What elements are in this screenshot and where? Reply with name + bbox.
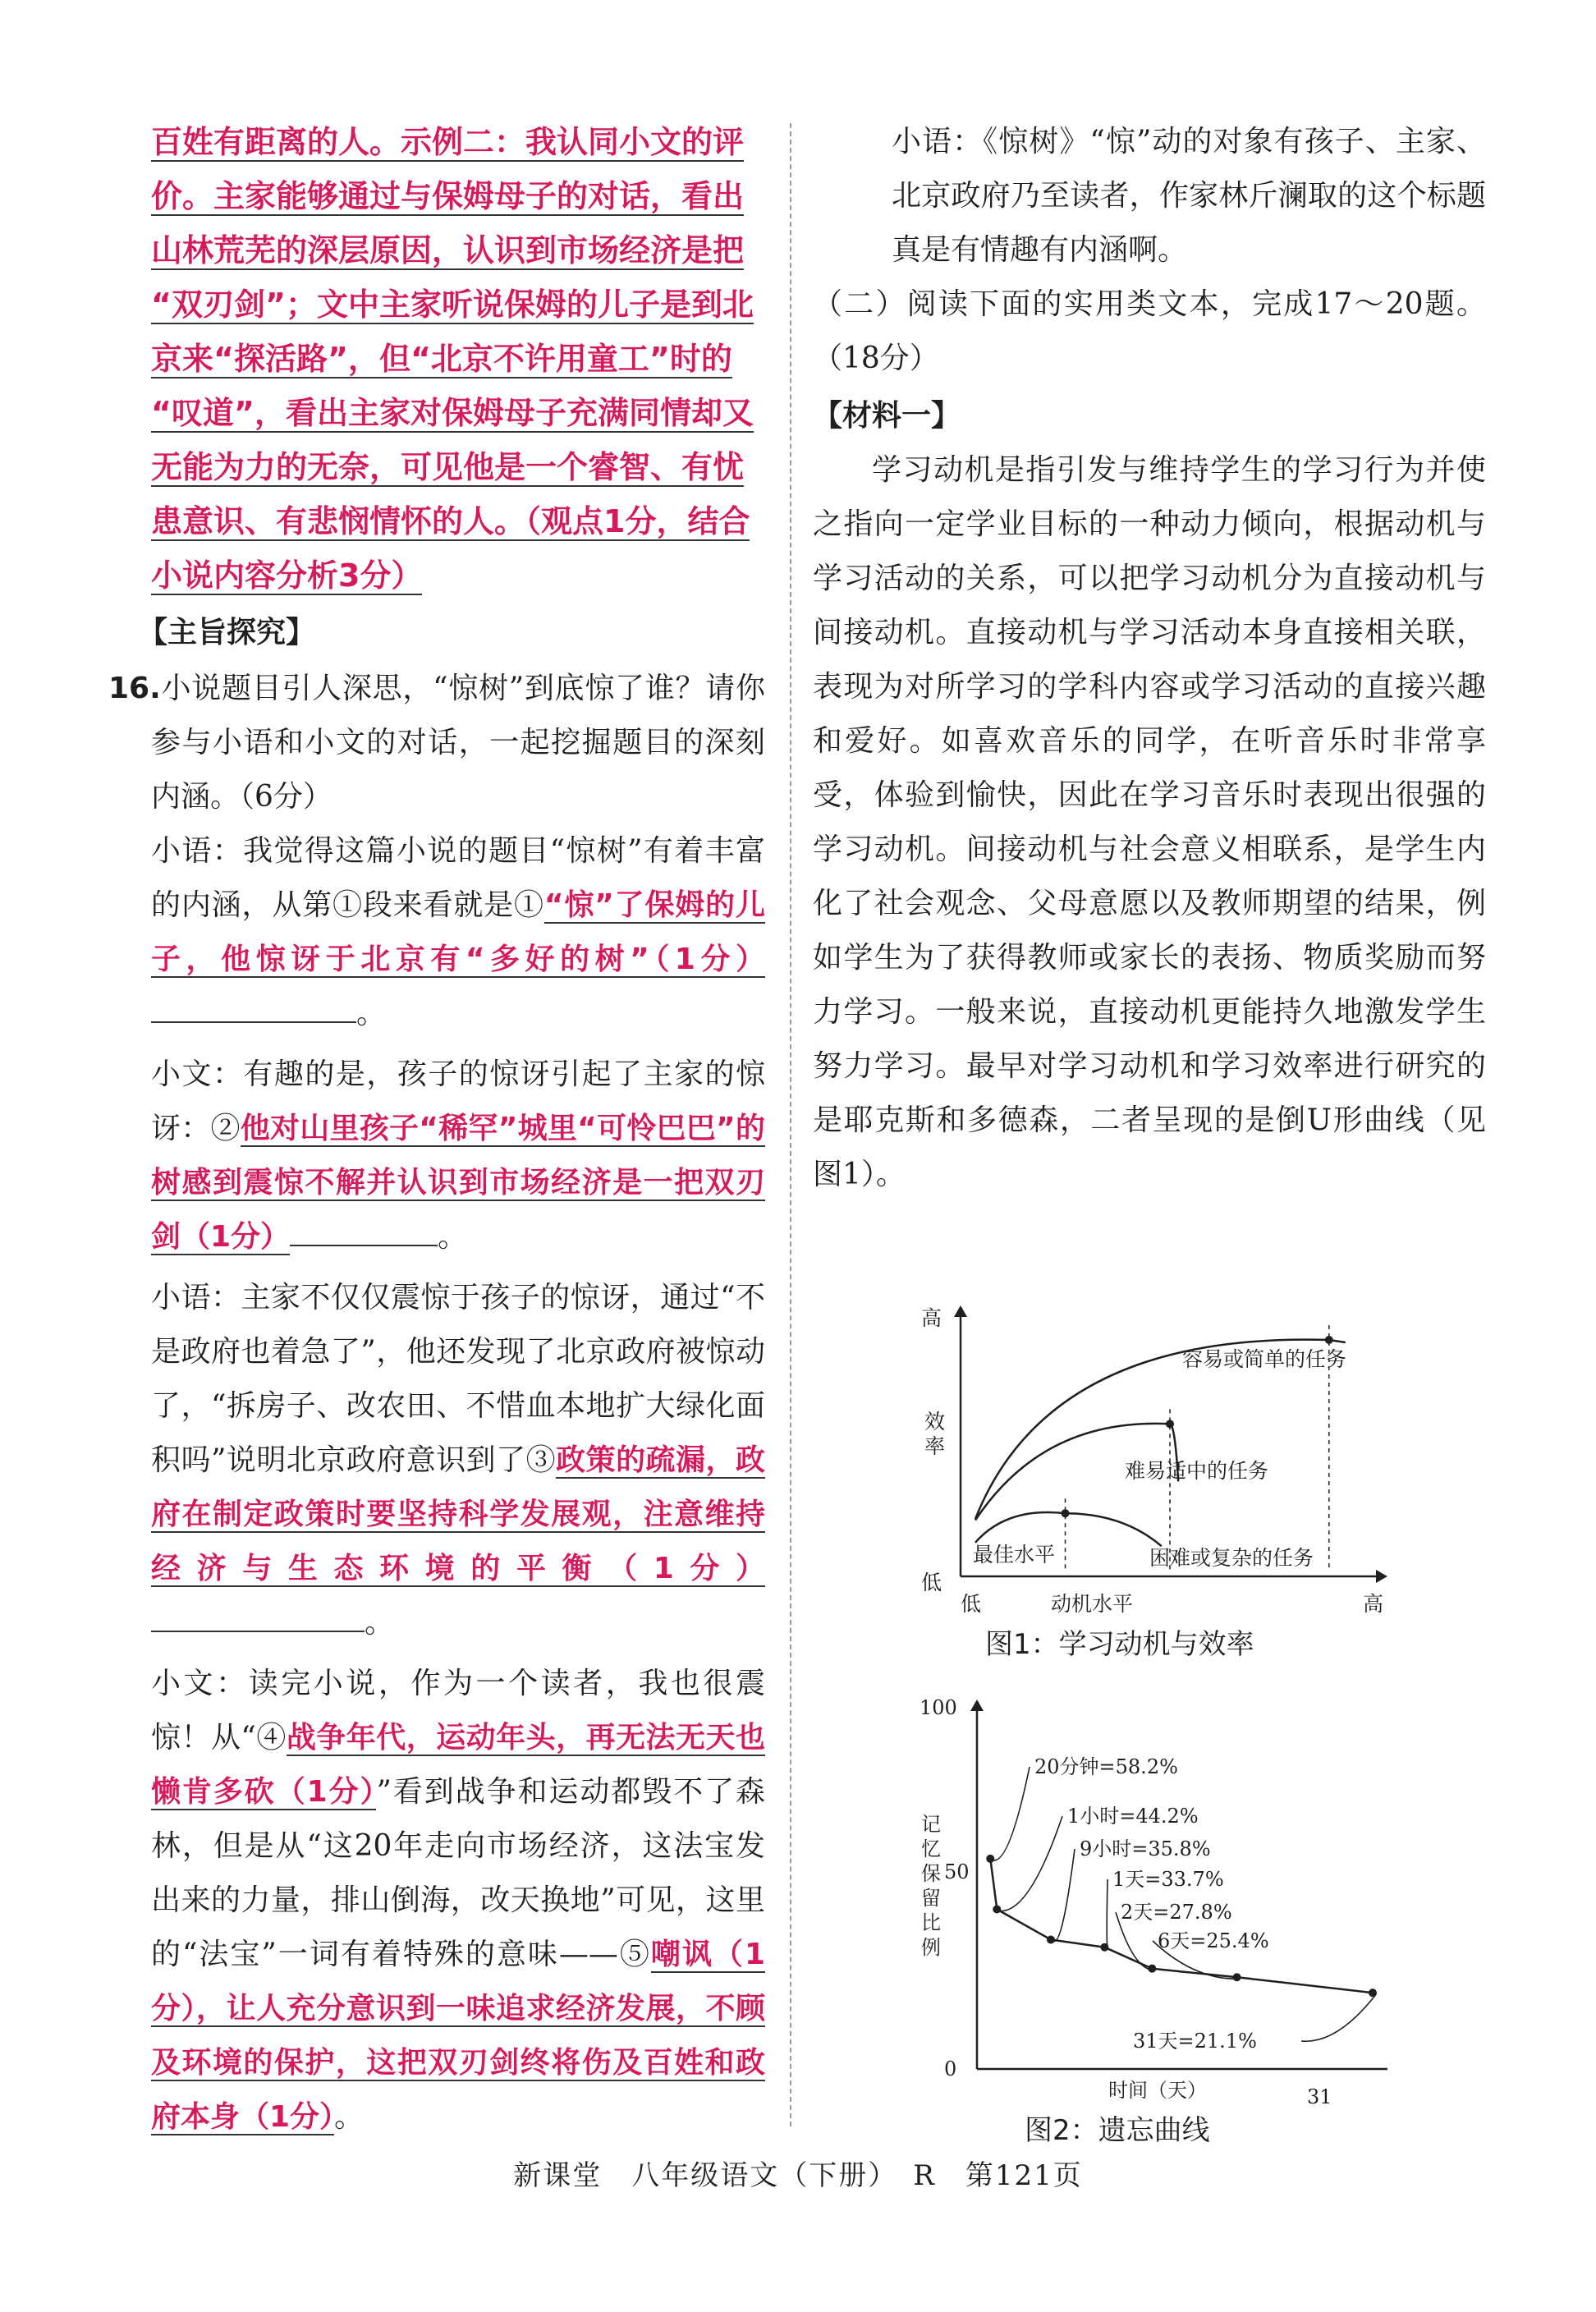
answer-15-line-text: 小说内容分析3分） (151, 557, 423, 594)
efficiency-curve (975, 1512, 1162, 1546)
answer-15-line-text: 百姓有距离的人。示例二：我认同小文的评 (151, 124, 745, 160)
y-axis-label: 记忆保留比例 (921, 1813, 941, 1959)
dialog-2 (151, 1048, 765, 1264)
peak-point (1325, 1336, 1333, 1344)
figure-2-curve (986, 1755, 1377, 2053)
question-16 (108, 662, 765, 824)
x-tick-31: 31 (1307, 2085, 1332, 2108)
data-point (1148, 1965, 1156, 1973)
point-label: 20分钟=58.2% (1034, 1755, 1178, 1778)
label-arrow (1054, 1849, 1075, 1942)
data-point (993, 1906, 1001, 1914)
x-axis-label: 时间（天） (1108, 2079, 1207, 2102)
dialog-1 (151, 824, 765, 1041)
figure-1-curves (975, 1325, 1346, 1570)
point-label: 2天=27.8% (1121, 1901, 1232, 1924)
y-tick-low: 低 (921, 1571, 942, 1594)
column-divider (790, 123, 791, 2126)
dialog-3 (151, 1271, 765, 1650)
y-axis-arrow (970, 1700, 984, 1711)
period: 。 (438, 1220, 468, 1254)
label-arrow (993, 1767, 1030, 1860)
dialog-2-text: 小文：有趣的是，孩子的惊讶引起了主家的惊讶：② (151, 1057, 765, 1145)
answer-blank-5: 嘲讽（1分），让人充分意识到一味追求经济发展，不顾及环境的保护，这把双刃剑终将伤及百姓和政府本身（1分） (151, 1938, 765, 2134)
label-arrow (1000, 1816, 1062, 1911)
answer-15-line (151, 494, 765, 548)
section-heading-theme: 【主旨探究】 (138, 616, 316, 649)
answer-15-line (151, 332, 765, 386)
question-stem: 小说题目引人深思，“惊树”到底惊了谁？请你参与小语和小文的对话，一起挖掘题目的深刻内涵。（6分） (151, 672, 765, 814)
y-tick-100: 100 (920, 1696, 957, 1719)
figure-1-chart (911, 1305, 1404, 1667)
data-point (986, 1855, 994, 1863)
figure-1-caption: 图1：学习动机与效率 (985, 1628, 1254, 1661)
period: 。 (356, 997, 387, 1030)
material-text: 学习动机是指引发与维持学生的学习行为并使之指向一定学业目标的一种动力倾向，根据动机与学习活动的关系，可以把学习动机分为直接动机与间接动机。直接动机与学习活动本身直接相关联，表现为对所学习的学科内容或学习活动的直接兴趣和爱好。如喜欢音乐的同学，在听音乐时非常享受，体验到愉快，因此在学习音乐时表现出很强的学习动机。间接动机与社会意义相联系，是学生内化了社会观念、父母意愿以及教师期望的结果，例如学生为了获得教师或家长的表扬、物质奖励而努力学习。一般来说，直接动机更能持久地激发学生努力学习。最早对学习动机和学习效率进行研究的是耶克斯和多德森，二者呈现的是倒U形曲线（见图1）。 (813, 453, 1486, 1191)
point-label: 1小时=44.2% (1067, 1805, 1199, 1828)
y-tick-0: 0 (944, 2057, 957, 2080)
y-tick-high: 高 (921, 1306, 942, 1330)
answer-blank-3: 政策的疏漏，政府在制定政策时要坚持科学发展观，注意维持经济与生态环境的平衡（1分） (151, 1443, 765, 1585)
blank-line (151, 989, 356, 1023)
figure-2-chart (911, 1691, 1420, 2151)
peak-point (1166, 1420, 1174, 1428)
blank-line (151, 1598, 365, 1632)
series-label: 困难或复杂的任务 (1149, 1546, 1314, 1570)
point-label: 1天=33.7% (1112, 1868, 1224, 1891)
left-column (108, 115, 765, 2145)
optimal-level-annotation: 最佳水平 (973, 1543, 1056, 1567)
answer-15-line (151, 223, 765, 278)
data-point (1047, 1935, 1055, 1943)
label-arrow (1301, 1994, 1376, 2041)
point-label: 31天=21.1% (1133, 2030, 1257, 2053)
series-label: 容易或简单的任务 (1182, 1347, 1347, 1371)
answer-15-line (151, 548, 765, 603)
answer-15-line-text: “叹道”，看出主家对保姆母子充满同情却又 (151, 395, 754, 431)
series-label: 难易适中的任务 (1125, 1459, 1269, 1483)
y-axis-label: 效率 (924, 1410, 946, 1458)
x-axis-arrow (1376, 1570, 1387, 1583)
answer-15-line (151, 386, 765, 440)
material-heading: 【材料一】 (813, 399, 961, 433)
blank-line (290, 1212, 438, 1246)
x-tick-low: 低 (961, 1592, 982, 1616)
peak-point (1062, 1509, 1070, 1517)
period: 。 (365, 1606, 395, 1640)
answer-15-line-text: “双刃剑”；文中主家听说保姆的儿子是到北 (151, 287, 754, 323)
question-number: 16. (108, 672, 161, 705)
answer-15-line-text: 无能为力的无奈，可见他是一个睿智、有忧 (151, 449, 745, 485)
answer-15-tail (151, 115, 765, 603)
answer-blank-2: 他对山里孩子“稀罕”城里“可怜巴巴”的树感到震惊不解并认识到市场经济是一把双刃剑（1分） (151, 1112, 765, 1254)
figure-2-caption: 图2：遗忘曲线 (1025, 2114, 1210, 2147)
section-intro: （二）阅读下面的实用类文本，完成17～20题。（18分） (813, 287, 1486, 375)
answer-15-line (151, 115, 765, 169)
answer-blank-4: 战争年代，运动年头，再无法无天也懒肯多砍（1分） (151, 1721, 765, 1809)
dialog-4 (151, 1657, 765, 2145)
answer-15-line-text: 患意识、有悲悯情怀的人。（观点1分，结合 (151, 503, 750, 539)
answer-15-line (151, 278, 765, 332)
answer-15-line (151, 440, 765, 494)
page-footer: 新课堂 八年级语文（下册） R 第121页 (513, 2159, 1083, 2192)
answer-15-line (151, 169, 765, 223)
label-arrow (1107, 1879, 1108, 1949)
period: 。 (334, 2100, 365, 2134)
data-point (1233, 1973, 1241, 1981)
answer-blank-1: “惊”了保姆的儿子，他惊讶于北京有“多好的树”（1分） (151, 888, 765, 976)
right-column (813, 115, 1486, 2147)
answer-15-line-text: 京来“探活路”，但“北京不许用童工”时的 (151, 341, 732, 377)
x-axis-label: 动机水平 (1051, 1592, 1134, 1616)
y-tick-50: 50 (944, 1860, 970, 1883)
dialog-1-text: 小语：我觉得这篇小说的题目“惊树”有着丰富的内涵，从第①段来看就是① (151, 834, 765, 922)
point-label: 6天=25.4% (1158, 1929, 1269, 1952)
dialog-3-text: 小语：主家不仅仅震惊于孩子的惊讶，通过“不是政府也着急了”，他还发现了北京政府被惊动了，“拆房子、改农田、不惜血本地扩大绿化面积吗”说明北京政府意识到了③ (151, 1281, 765, 1477)
point-label: 9小时=35.8% (1080, 1837, 1211, 1860)
y-axis-arrow (954, 1305, 967, 1317)
answer-15-line-text: 价。主家能够通过与保姆母子的对话，看出 (151, 178, 745, 214)
dialog-4-continued: ”看到战争和运动都毁不了森林，但是从“这20年走向市场经济，这法宝发出来的力量，排山倒海，改天换地”可见，这里的“法宝”一词有着特殊的意味——⑤ (151, 1775, 765, 1971)
dialog-4-text: 小文：读完小说，作为一个读者，我也很震惊！从“④ (151, 1667, 765, 1755)
x-tick-high: 高 (1363, 1592, 1384, 1616)
dialog-end: 小语：《惊树》“惊”动的对象有孩子、主家、北京政府乃至读者，作家林斤澜取的这个标题真是有情趣有内涵啊。 (892, 125, 1486, 267)
answer-15-line-text: 山林荒芜的深层原因，认识到市场经济是把 (151, 232, 745, 268)
